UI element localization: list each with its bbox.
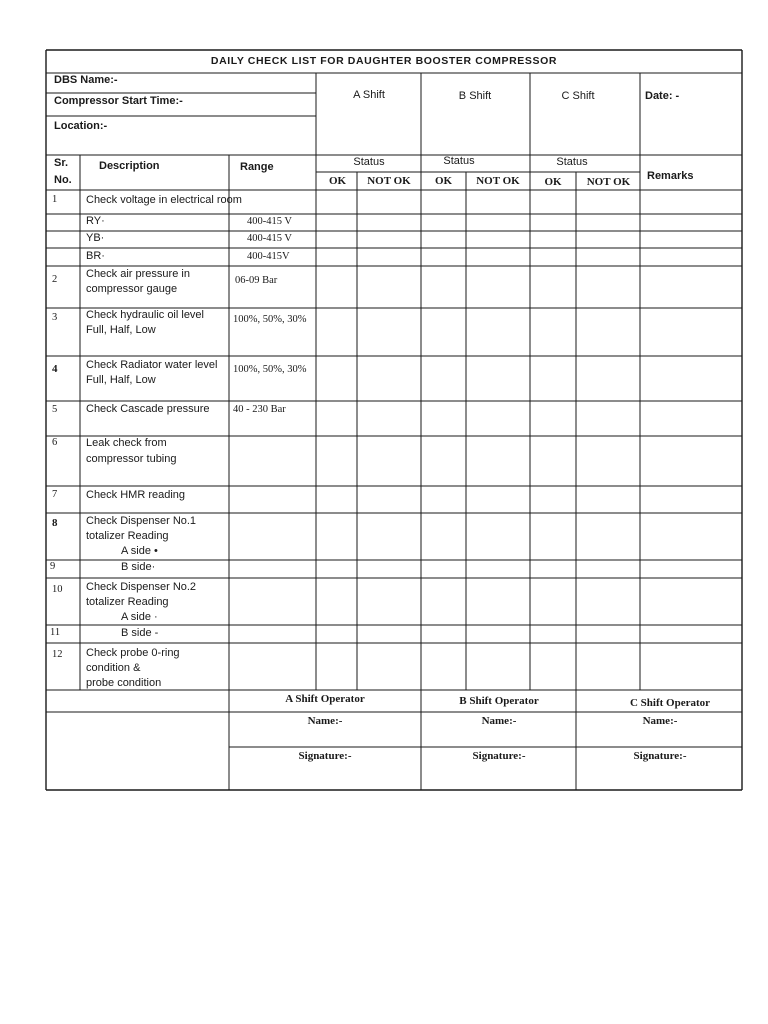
row-10-no: 10 xyxy=(52,584,63,595)
br-label: BR· xyxy=(86,250,105,262)
not-ok-header-b: NOT OK xyxy=(476,175,520,187)
yb-label: YB· xyxy=(86,232,105,244)
c-name-label: Name:- xyxy=(642,715,678,727)
row-7-desc: Check HMR reading xyxy=(86,489,186,501)
status-header-c: Status xyxy=(556,156,588,168)
row-12-desc-line2: condition & xyxy=(86,662,141,674)
a-signature-label: Signature:- xyxy=(298,750,352,762)
row-11-no: 11 xyxy=(50,627,61,638)
row-11-desc: B side - xyxy=(121,627,159,639)
row-3-range: 100%, 50%, 30% xyxy=(233,314,307,325)
row-6-desc-line1: Leak check from xyxy=(86,437,167,449)
row-7-no: 7 xyxy=(52,489,58,500)
row-2-desc-line1: Check air pressure in xyxy=(86,268,190,280)
ok-header-c: OK xyxy=(544,176,562,188)
row-4-desc-line1: Check Radiator water level xyxy=(86,359,218,371)
row-5-range: 40 - 230 Bar xyxy=(233,404,286,415)
row-3-no: 3 xyxy=(52,312,58,323)
sr-header-line2: No. xyxy=(54,174,72,186)
row-4-desc-line2: Full, Half, Low xyxy=(86,374,156,386)
a-shift-operator-label: A Shift Operator xyxy=(285,693,365,705)
remarks-header: Remarks xyxy=(647,170,694,182)
row-4-range: 100%, 50%, 30% xyxy=(233,364,307,375)
b-name-label: Name:- xyxy=(481,715,517,727)
ok-header-a: OK xyxy=(328,175,347,187)
row-8-desc-line2: totalizer Reading xyxy=(86,530,169,542)
description-header: Description xyxy=(99,160,160,172)
c-signature-label: Signature:- xyxy=(633,750,687,762)
b-signature-label: Signature:- xyxy=(472,750,526,762)
ry-range: 400-415 V xyxy=(247,216,293,227)
row-8-desc-line1: Check Dispenser No.1 xyxy=(86,515,197,527)
row-10-desc-line2: totalizer Reading xyxy=(86,596,169,608)
status-header-a: Status xyxy=(353,156,385,168)
row-6-no: 6 xyxy=(52,437,58,448)
not-ok-header-c: NOT OK xyxy=(586,176,631,188)
row-4-no: 4 xyxy=(52,363,58,375)
row-8-desc-line3: A side • xyxy=(121,545,158,557)
row-12-no: 12 xyxy=(52,649,63,660)
ok-header-b: OK xyxy=(434,175,453,187)
row-1-desc: Check voltage in electrical room xyxy=(86,194,242,206)
status-header-b: Status xyxy=(443,155,475,167)
row-12-desc-line3: probe condition xyxy=(86,677,162,689)
c-shift-header: C Shift xyxy=(561,90,595,102)
row-9-no: 9 xyxy=(50,561,56,572)
yb-range: 400-415 V xyxy=(247,233,293,244)
row-6-desc-line2: compressor tubing xyxy=(86,453,177,465)
row-12-desc-line1: Check probe 0-ring xyxy=(86,647,180,659)
a-name-label: Name:- xyxy=(307,715,343,727)
dbs-name-label: DBS Name:- xyxy=(54,74,118,86)
b-shift-operator-label: B Shift Operator xyxy=(459,695,539,707)
row-8-no: 8 xyxy=(52,517,58,529)
row-10-desc-line3: A side · xyxy=(121,611,158,623)
row-2-range: 06-09 Bar xyxy=(235,275,278,286)
location-label: Location:- xyxy=(54,120,108,132)
row-3-desc-line1: Check hydraulic oil level xyxy=(86,309,204,321)
row-10-desc-line1: Check Dispenser No.2 xyxy=(86,581,197,593)
row-5-desc: Check Cascade pressure xyxy=(86,403,210,415)
not-ok-header-a: NOT OK xyxy=(367,175,411,187)
br-range: 400-415V xyxy=(247,251,290,262)
date-label: Date: - xyxy=(645,90,680,102)
page-title: DAILY CHECK LIST FOR DAUGHTER BOOSTER COMPRESSOR xyxy=(210,55,558,67)
row-5-no: 5 xyxy=(52,404,58,415)
row-2-no: 2 xyxy=(52,274,58,285)
a-shift-header: A Shift xyxy=(353,89,385,101)
row-2-desc-line2: compressor gauge xyxy=(86,283,178,295)
row-1-no: 1 xyxy=(52,194,58,205)
start-time-label: Compressor Start Time:- xyxy=(54,95,183,107)
row-9-desc: B side· xyxy=(121,561,156,573)
b-shift-header: B Shift xyxy=(458,90,492,102)
row-3-desc-line2: Full, Half, Low xyxy=(86,324,156,336)
sr-header-line1: Sr. xyxy=(54,157,69,169)
ry-label: RY· xyxy=(86,215,105,227)
c-shift-operator-label: C Shift Operator xyxy=(629,697,711,709)
range-header: Range xyxy=(240,161,274,173)
